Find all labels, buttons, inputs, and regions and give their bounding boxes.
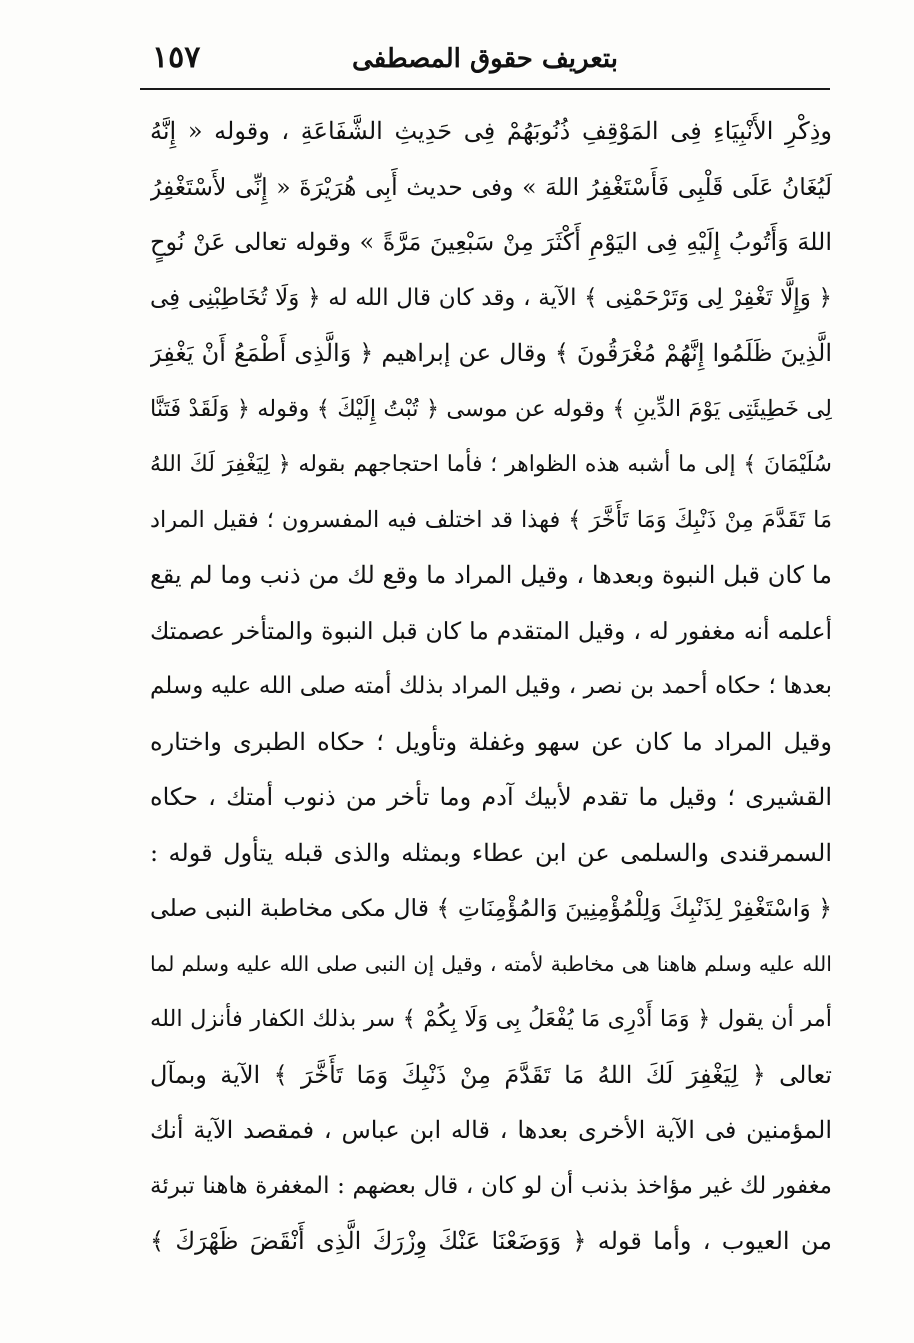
text-line: مَا تَقَدَّمَ مِنْ ذَنْبِكَ وَمَا تَأَخَّرَ ﴾ فهذا قد اختلف فيه المفسرون ؛ فقيل المراد <box>150 506 832 533</box>
text-line: مغفور لك غير مؤاخذ بذنب أن لو كان ، قال بعضهم : المغفرة هاهنا تبرئة <box>150 1172 832 1199</box>
body-text <box>150 104 832 1270</box>
text-line: الَّذِينَ ظَلَمُوا إِنَّهُمْ مُغْرَقُونَ ﴾ وقال عن إبراهيم ﴿ وَالَّذِى أَطْمَعُ أَنْ يَغْفِرَ <box>150 339 832 367</box>
text-line: الله عليه وسلم هاهنا هى مخاطبة لأمته ، وقيل إن النبى صلى الله عليه وسلم لما <box>150 951 832 976</box>
text-line: لَيُغَانُ عَلَى قَلْبِى فَأَسْتَغْفِرُ اللهَ » وفى حديث أَبِى هُرَيْرَةَ « إِنِّى لأَسْتَغْفِرُ <box>150 172 832 201</box>
text-line: اللهَ وَأَتُوبُ إِلَيْهِ فِى اليَوْمِ أَكْثَرَ مِنْ سَبْعِينَ مَرَّةً » وقوله تعالى عَنْ نُوحٍ <box>150 228 832 256</box>
text-line: تعالى ﴿ لِيَغْفِرَ لَكَ اللهُ مَا تَقَدَّمَ مِنْ ذَنْبِكَ وَمَا تَأَخَّرَ ﴾ الآية وبمآل <box>150 1060 832 1089</box>
text-line: ﴿ وَاسْتَغْفِرْ لِذَنْبِكَ وَلِلْمُؤْمِنِينَ وَالمُؤْمِنَاتِ ﴾ قال مكى مخاطبة النبى صلى <box>150 894 832 922</box>
text-line: القشيرى ؛ وقيل ما تقدم لأبيك آدم وما تأخر من ذنوب أمتك ، حكاه <box>150 783 832 811</box>
text-line: ﴿ وَإِلَّا تَغْفِرْ لِى وَتَرْحَمْنِى ﴾ الآية ، وقد كان قال الله له ﴿ وَلَا تُخَاطِبْنِى فِى <box>150 284 832 311</box>
text-line: السمرقندى والسلمى عن ابن عطاء وبمثله والذى قبله يتأول قوله : <box>150 838 832 867</box>
page-header <box>140 38 830 86</box>
text-line: من العيوب ، وأما قوله ﴿ وَوَضَعْنَا عَنْكَ وِزْرَكَ الَّذِى أَنْقَضَ ظَهْرَكَ ﴾ <box>150 1227 832 1255</box>
text-line: وذِكْرِ الأَنْبِيَاءِ فِى المَوْقِفِ ذُنُوبَهُمْ فِى حَدِيثِ الشَّفَاعَةِ ، وقوله « إِنَّهُ <box>150 117 832 145</box>
text-line: بعدها ؛ حكاه أحمد بن نصر ، وقيل المراد بذلك أمته صلى الله عليه وسلم <box>150 673 832 699</box>
header-rule <box>140 88 830 90</box>
text-line: المؤمنين فى الآية الأخرى بعدها ، قاله ابن عباس ، فمقصد الآية أنك <box>150 1116 832 1144</box>
text-line: ما كان قبل النبوة وبعدها ، وقيل المراد ما وقع لك من ذنب وما لم يقع <box>150 561 832 589</box>
text-line: أعلمه أنه مغفور له ، وقيل المتقدم ما كان قبل النبوة والمتأخر عصمتك <box>150 616 832 645</box>
text-line: أمر أن يقول ﴿ وَمَا أَدْرِى مَا يُفْعَلُ بِى وَلَا بِكُمْ ﴾ سر بذلك الكفار فأنزل الله <box>150 1006 832 1032</box>
text-line: لِى خَطِيئَتِى يَوْمَ الدِّينِ ﴾ وقوله عن موسى ﴿ تُبْتُ إِلَيْكَ ﴾ وقوله ﴿ وَلَقَدْ فَتَنَّا <box>150 395 832 422</box>
text-line: وقيل المراد ما كان عن سهو وغفلة وتأويل ؛ حكاه الطبرى واختاره <box>150 727 832 756</box>
page-number: ١٥٧ <box>152 40 201 75</box>
running-title: بتعريف حقوق المصطفى <box>352 44 618 74</box>
text-line: سُلَيْمَانَ ﴾ إلى ما أشبه هذه الظواهر ؛ فأما احتجاجهم بقوله ﴿ لِيَغْفِرَ لَكَ اللهُ <box>150 452 832 477</box>
